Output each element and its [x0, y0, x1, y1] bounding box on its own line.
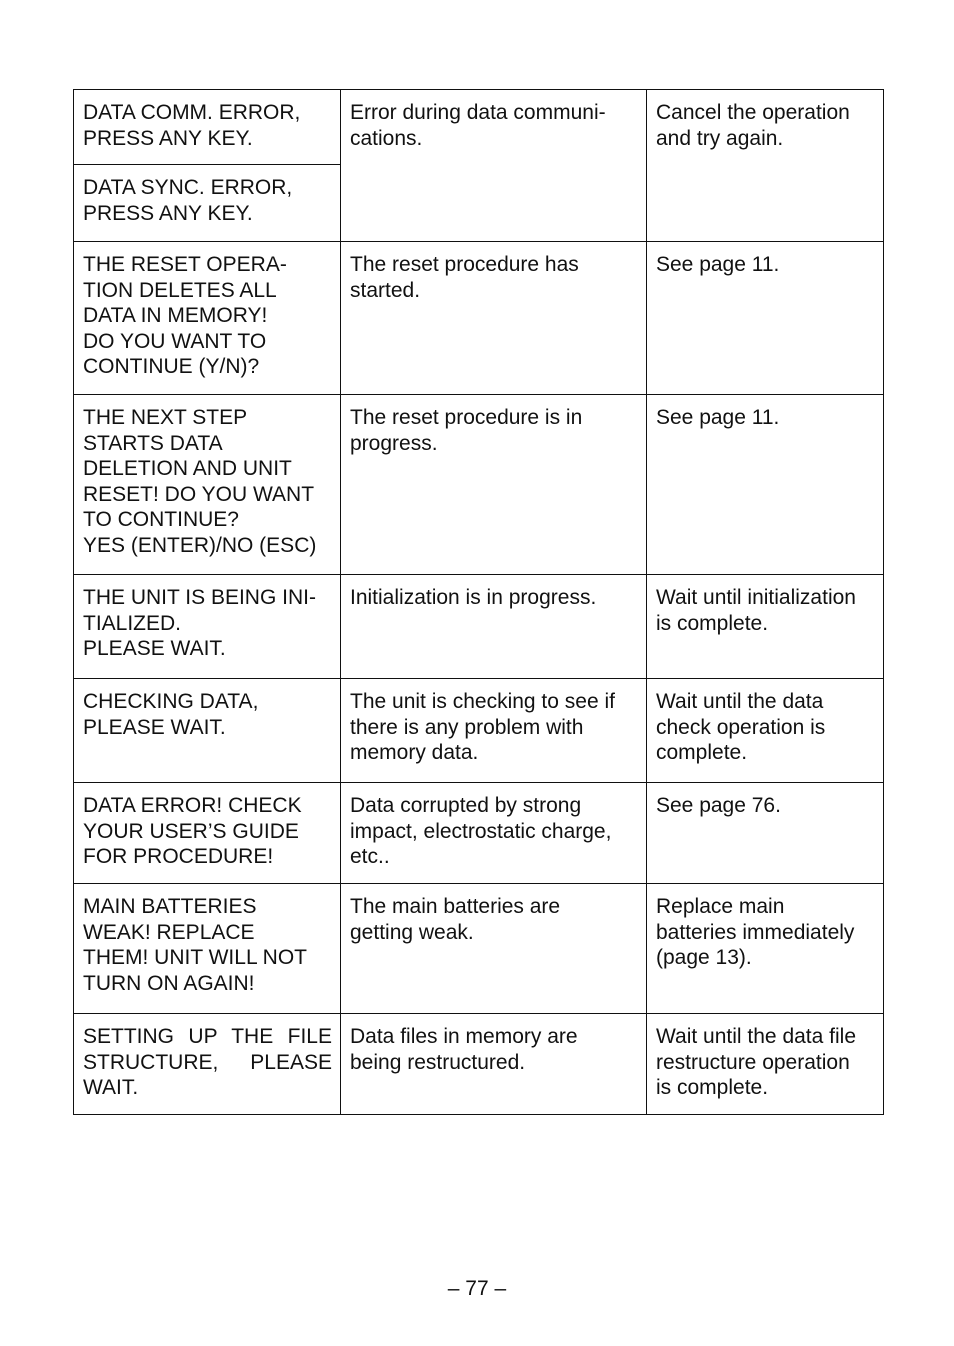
message-cell — [74, 90, 341, 165]
meaning-line: Data files in memory are — [350, 1025, 578, 1048]
message-line: WAIT. — [83, 1076, 139, 1100]
action-cell — [647, 1014, 884, 1115]
message-line: THE RESET OPERA- — [83, 253, 287, 276]
meaning-line: getting weak. — [350, 920, 474, 944]
message-line: YES (ENTER)/NO (ESC) — [83, 533, 317, 557]
message-line: PRESS ANY KEY. — [83, 126, 253, 150]
message-table — [73, 89, 884, 1115]
action-cell — [647, 783, 884, 884]
message-line: YOUR USER’S GUIDE — [83, 819, 299, 843]
message-cell — [74, 679, 341, 783]
table-row — [74, 783, 884, 884]
table-row — [74, 395, 884, 575]
message-line: STARTS DATA — [83, 431, 223, 455]
meaning-line: impact, electrostatic charge, — [350, 819, 612, 843]
message-line: CONTINUE (Y/N)? — [83, 355, 260, 379]
table-row — [74, 90, 884, 165]
action-cell — [647, 679, 884, 783]
meaning-line: The unit is checking to see if — [350, 690, 615, 713]
meaning-line: started. — [350, 278, 421, 302]
message-cell — [74, 575, 341, 679]
message-line: PLEASE WAIT. — [83, 637, 226, 661]
message-line: SETTING UP THE FILE — [83, 1025, 332, 1048]
table-row — [74, 884, 884, 1014]
message-line: TO CONTINUE? — [83, 508, 239, 532]
action-line: Cancel the operation — [656, 101, 850, 124]
meaning-line: Data corrupted by strong — [350, 794, 582, 817]
meaning-cell — [341, 575, 647, 679]
action-line: See page 11. — [656, 253, 780, 276]
meaning-cell — [341, 783, 647, 884]
message-line: DATA ERROR! CHECK — [83, 794, 302, 817]
message-line: DO YOU WANT TO — [83, 329, 267, 353]
meaning-cell — [341, 90, 647, 242]
action-line: Wait until the data — [656, 690, 824, 713]
meaning-line: The reset procedure has — [350, 253, 579, 276]
action-cell — [647, 242, 884, 395]
action-cell — [647, 90, 884, 242]
meaning-line: The reset procedure is in — [350, 406, 583, 429]
action-line: is complete. — [656, 611, 769, 635]
message-line: RESET! DO YOU WANT — [83, 482, 315, 506]
meaning-line: memory data. — [350, 741, 479, 765]
action-line: See page 11. — [656, 406, 780, 429]
message-line: CHECKING DATA, — [83, 690, 259, 713]
action-line: restructure operation — [656, 1050, 850, 1074]
action-line: (page 13). — [656, 946, 752, 970]
action-line: Replace main — [656, 895, 785, 918]
message-line: THE UNIT IS BEING INI- — [83, 586, 316, 609]
action-line: is complete. — [656, 1076, 769, 1100]
action-cell — [647, 884, 884, 1014]
message-cell — [74, 783, 341, 884]
table-row — [74, 1014, 884, 1115]
page-number: – 77 – — [447, 1277, 507, 1300]
message-line: THEM! UNIT WILL NOT — [83, 946, 308, 970]
action-line: check operation is — [656, 715, 826, 739]
meaning-line: Error during data communi- — [350, 101, 606, 124]
message-line: WEAK! REPLACE — [83, 920, 255, 944]
message-line: TION DELETES ALL — [83, 278, 277, 302]
message-line: DATA IN MEMORY! — [83, 304, 268, 328]
message-cell — [74, 165, 341, 242]
meaning-cell — [341, 395, 647, 575]
message-line: FOR PROCEDURE! — [83, 845, 274, 869]
action-line: and try again. — [656, 126, 784, 150]
message-cell — [74, 884, 341, 1014]
table-row — [74, 575, 884, 679]
message-line: PRESS ANY KEY. — [83, 201, 253, 225]
action-line: See page 76. — [656, 794, 781, 817]
meaning-line: there is any problem with — [350, 715, 584, 739]
meaning-line: being restructured. — [350, 1050, 526, 1074]
meaning-line: Initialization is in progress. — [350, 586, 597, 609]
action-cell — [647, 575, 884, 679]
table-row — [74, 679, 884, 783]
action-line: Wait until the data file — [656, 1025, 856, 1048]
meaning-line: The main batteries are — [350, 895, 561, 918]
message-line: STRUCTURE, PLEASE — [83, 1050, 332, 1074]
meaning-line: etc.. — [350, 845, 390, 869]
message-line: DELETION AND UNIT — [83, 457, 292, 481]
message-line: MAIN BATTERIES — [83, 895, 257, 918]
message-line: DATA COMM. ERROR, — [83, 101, 301, 124]
message-line: DATA SYNC. ERROR, — [83, 176, 293, 199]
meaning-cell — [341, 1014, 647, 1115]
message-cell — [74, 1014, 341, 1115]
action-line: complete. — [656, 741, 748, 765]
action-cell — [647, 395, 884, 575]
message-line: PLEASE WAIT. — [83, 715, 226, 739]
meaning-cell — [341, 242, 647, 395]
message-line: TIALIZED. — [83, 611, 182, 635]
message-cell — [74, 242, 341, 395]
message-line: TURN ON AGAIN! — [83, 971, 255, 995]
action-line: Wait until initialization — [656, 586, 856, 609]
meaning-line: progress. — [350, 431, 438, 455]
action-line: batteries immediately — [656, 920, 855, 944]
message-cell — [74, 395, 341, 575]
message-line: THE NEXT STEP — [83, 406, 248, 429]
table-row — [74, 242, 884, 395]
meaning-cell — [341, 884, 647, 1014]
meaning-line: cations. — [350, 126, 423, 150]
meaning-cell — [341, 679, 647, 783]
